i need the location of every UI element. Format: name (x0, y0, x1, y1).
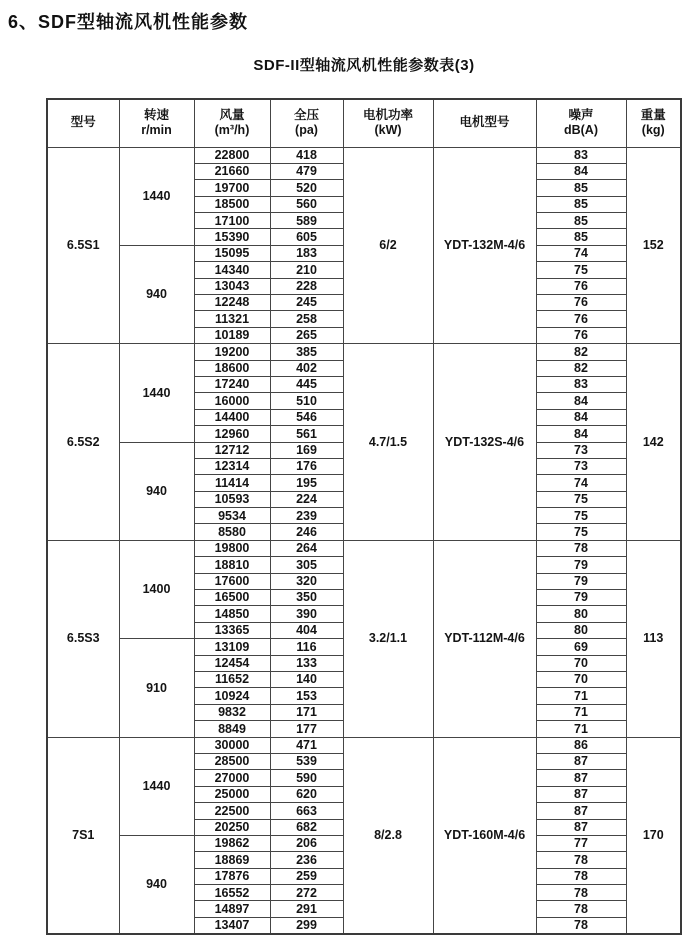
noise-cell: 78 (536, 901, 626, 917)
header-airflow-line2: (m³/h) (214, 123, 250, 138)
pressure-cell: 265 (270, 327, 343, 343)
header-power-line1: 电机功率 (362, 107, 413, 122)
airflow-cell: 18500 (194, 196, 270, 212)
airflow-cell: 16500 (194, 590, 270, 606)
pressure-cell: 245 (270, 295, 343, 311)
noise-cell: 79 (536, 557, 626, 573)
pressure-cell: 590 (270, 770, 343, 786)
noise-cell: 74 (536, 475, 626, 491)
pressure-cell: 183 (270, 245, 343, 261)
header-row (47, 99, 681, 147)
header-speed-line1: 转速 (143, 107, 169, 122)
noise-cell: 79 (536, 590, 626, 606)
airflow-cell: 16000 (194, 393, 270, 409)
weight-cell: 142 (626, 344, 681, 541)
noise-cell: 78 (536, 868, 626, 884)
header-power-line2: (kW) (374, 123, 402, 138)
noise-cell: 75 (536, 262, 626, 278)
power-cell: 8/2.8 (343, 737, 433, 934)
noise-cell: 78 (536, 917, 626, 934)
noise-cell: 87 (536, 753, 626, 769)
noise-cell: 87 (536, 786, 626, 802)
pressure-cell: 259 (270, 868, 343, 884)
pressure-cell: 264 (270, 540, 343, 556)
noise-cell: 76 (536, 311, 626, 327)
noise-cell: 84 (536, 163, 626, 179)
data-row (47, 147, 681, 163)
speed-cell: 1440 (119, 344, 194, 442)
header-power (343, 99, 433, 147)
weight-cell: 170 (626, 737, 681, 934)
noise-cell: 85 (536, 196, 626, 212)
airflow-cell: 18869 (194, 852, 270, 868)
pressure-cell: 153 (270, 688, 343, 704)
noise-cell: 83 (536, 376, 626, 392)
noise-cell: 80 (536, 606, 626, 622)
airflow-cell: 10924 (194, 688, 270, 704)
airflow-cell: 18600 (194, 360, 270, 376)
airflow-cell: 10189 (194, 327, 270, 343)
header-airflow-line1: 风量 (219, 107, 245, 122)
pressure-cell: 682 (270, 819, 343, 835)
header-noise-line2: dB(A) (563, 123, 598, 138)
pressure-cell: 320 (270, 573, 343, 589)
page-title: 6、SDF型轴流风机性能参数 (8, 12, 249, 32)
pressure-cell: 258 (270, 311, 343, 327)
pressure-cell: 206 (270, 835, 343, 851)
airflow-cell: 25000 (194, 786, 270, 802)
noise-cell: 87 (536, 770, 626, 786)
airflow-cell: 27000 (194, 770, 270, 786)
pressure-cell: 224 (270, 491, 343, 507)
pressure-cell: 239 (270, 508, 343, 524)
airflow-cell: 8849 (194, 721, 270, 737)
noise-cell: 84 (536, 393, 626, 409)
pressure-cell: 605 (270, 229, 343, 245)
header-model-line1: 型号 (70, 115, 96, 130)
airflow-cell: 15095 (194, 245, 270, 261)
airflow-cell: 13407 (194, 917, 270, 934)
noise-cell: 76 (536, 295, 626, 311)
speed-cell: 910 (119, 639, 194, 737)
noise-cell: 73 (536, 458, 626, 474)
model-cell: 6.5S1 (47, 147, 119, 344)
data-row (47, 344, 681, 360)
airflow-cell: 11321 (194, 311, 270, 327)
airflow-cell: 19800 (194, 540, 270, 556)
header-motor-model (433, 99, 536, 147)
model-cell: 6.5S2 (47, 344, 119, 541)
noise-cell: 73 (536, 442, 626, 458)
motor-model-cell: YDT-132M-4/6 (433, 147, 536, 344)
pressure-cell: 539 (270, 753, 343, 769)
header-weight (626, 99, 681, 147)
header-airflow (194, 99, 270, 147)
noise-cell: 84 (536, 426, 626, 442)
motor-model-cell: YDT-160M-4/6 (433, 737, 536, 934)
header-pressure (270, 99, 343, 147)
airflow-cell: 14897 (194, 901, 270, 917)
speed-cell: 940 (119, 835, 194, 934)
power-cell: 4.7/1.5 (343, 344, 433, 541)
data-row (47, 540, 681, 556)
header-pressure-line1: 全压 (293, 107, 319, 122)
pressure-cell: 560 (270, 196, 343, 212)
noise-cell: 69 (536, 639, 626, 655)
noise-cell: 85 (536, 229, 626, 245)
speed-cell: 940 (119, 442, 194, 540)
pressure-cell: 418 (270, 147, 343, 163)
table-header-row (47, 99, 681, 147)
pressure-cell: 236 (270, 852, 343, 868)
motor-model-cell: YDT-132S-4/6 (433, 344, 536, 541)
pressure-cell: 520 (270, 180, 343, 196)
airflow-cell: 18810 (194, 557, 270, 573)
speed-cell: 1400 (119, 540, 194, 638)
airflow-cell: 19862 (194, 835, 270, 851)
airflow-cell: 22800 (194, 147, 270, 163)
header-pressure-line2: (pa) (295, 123, 318, 138)
pressure-cell: 140 (270, 672, 343, 688)
noise-cell: 83 (536, 147, 626, 163)
noise-cell: 75 (536, 491, 626, 507)
airflow-cell: 15390 (194, 229, 270, 245)
noise-cell: 71 (536, 721, 626, 737)
airflow-cell: 22500 (194, 803, 270, 819)
header-speed (119, 99, 194, 147)
pressure-cell: 561 (270, 426, 343, 442)
pressure-cell: 445 (270, 376, 343, 392)
noise-cell: 87 (536, 819, 626, 835)
pressure-cell: 210 (270, 262, 343, 278)
pressure-cell: 171 (270, 704, 343, 720)
airflow-cell: 17240 (194, 376, 270, 392)
pressure-cell: 299 (270, 917, 343, 934)
noise-cell: 82 (536, 360, 626, 376)
pressure-cell: 620 (270, 786, 343, 802)
pressure-cell: 390 (270, 606, 343, 622)
pressure-cell: 404 (270, 622, 343, 638)
pressure-cell: 177 (270, 721, 343, 737)
pressure-cell: 195 (270, 475, 343, 491)
header-noise-line1: 噪声 (568, 107, 594, 122)
noise-cell: 78 (536, 885, 626, 901)
pressure-cell: 350 (270, 590, 343, 606)
table-caption: SDF-II型轴流风机性能参数表(3) (253, 57, 475, 74)
noise-cell: 75 (536, 508, 626, 524)
speed-cell: 940 (119, 245, 194, 343)
pressure-cell: 510 (270, 393, 343, 409)
header-noise (536, 99, 626, 147)
noise-cell: 78 (536, 540, 626, 556)
pressure-cell: 402 (270, 360, 343, 376)
noise-cell: 76 (536, 327, 626, 343)
header-motor-model-line1: 电机型号 (459, 115, 510, 130)
noise-cell: 79 (536, 573, 626, 589)
header-weight-line2: (kg) (641, 123, 665, 138)
noise-cell: 71 (536, 688, 626, 704)
pressure-cell: 246 (270, 524, 343, 540)
pressure-cell: 272 (270, 885, 343, 901)
airflow-cell: 13043 (194, 278, 270, 294)
header-model (47, 99, 119, 147)
header-weight-line1: 重量 (640, 107, 666, 122)
speed-cell: 1440 (119, 147, 194, 245)
noise-cell: 80 (536, 622, 626, 638)
noise-cell: 70 (536, 672, 626, 688)
airflow-cell: 20250 (194, 819, 270, 835)
airflow-cell: 12314 (194, 458, 270, 474)
pressure-cell: 589 (270, 213, 343, 229)
airflow-cell: 17876 (194, 868, 270, 884)
airflow-cell: 17100 (194, 213, 270, 229)
noise-cell: 78 (536, 852, 626, 868)
pressure-cell: 663 (270, 803, 343, 819)
noise-cell: 82 (536, 344, 626, 360)
motor-model-cell: YDT-112M-4/6 (433, 540, 536, 737)
data-row (47, 737, 681, 753)
power-cell: 3.2/1.1 (343, 540, 433, 737)
airflow-cell: 16552 (194, 885, 270, 901)
airflow-cell: 28500 (194, 753, 270, 769)
noise-cell: 84 (536, 409, 626, 425)
airflow-cell: 12248 (194, 295, 270, 311)
noise-cell: 87 (536, 803, 626, 819)
pressure-cell: 176 (270, 458, 343, 474)
noise-cell: 77 (536, 835, 626, 851)
airflow-cell: 9534 (194, 508, 270, 524)
noise-cell: 74 (536, 245, 626, 261)
pressure-cell: 479 (270, 163, 343, 179)
airflow-cell: 13365 (194, 622, 270, 638)
airflow-cell: 19200 (194, 344, 270, 360)
weight-cell: 152 (626, 147, 681, 344)
airflow-cell: 12712 (194, 442, 270, 458)
noise-cell: 86 (536, 737, 626, 753)
noise-cell: 70 (536, 655, 626, 671)
airflow-cell: 14400 (194, 409, 270, 425)
noise-cell: 71 (536, 704, 626, 720)
airflow-cell: 12454 (194, 655, 270, 671)
airflow-cell: 8580 (194, 524, 270, 540)
pressure-cell: 305 (270, 557, 343, 573)
pressure-cell: 546 (270, 409, 343, 425)
airflow-cell: 9832 (194, 704, 270, 720)
airflow-cell: 12960 (194, 426, 270, 442)
power-cell: 6/2 (343, 147, 433, 344)
speed-cell: 1440 (119, 737, 194, 835)
weight-cell: 113 (626, 540, 681, 737)
pressure-cell: 169 (270, 442, 343, 458)
model-cell: 6.5S3 (47, 540, 119, 737)
airflow-cell: 13109 (194, 639, 270, 655)
pressure-cell: 133 (270, 655, 343, 671)
airflow-cell: 14340 (194, 262, 270, 278)
airflow-cell: 19700 (194, 180, 270, 196)
airflow-cell: 11652 (194, 672, 270, 688)
table-body (47, 147, 681, 934)
model-cell: 7S1 (47, 737, 119, 934)
header-speed-line2: r/min (141, 123, 172, 138)
pressure-cell: 471 (270, 737, 343, 753)
pressure-cell: 385 (270, 344, 343, 360)
airflow-cell: 14850 (194, 606, 270, 622)
airflow-cell: 11414 (194, 475, 270, 491)
noise-cell: 75 (536, 524, 626, 540)
noise-cell: 85 (536, 180, 626, 196)
noise-cell: 85 (536, 213, 626, 229)
pressure-cell: 291 (270, 901, 343, 917)
airflow-cell: 17600 (194, 573, 270, 589)
pressure-cell: 228 (270, 278, 343, 294)
airflow-cell: 30000 (194, 737, 270, 753)
airflow-cell: 10593 (194, 491, 270, 507)
pressure-cell: 116 (270, 639, 343, 655)
performance-table (46, 98, 682, 935)
noise-cell: 76 (536, 278, 626, 294)
airflow-cell: 21660 (194, 163, 270, 179)
